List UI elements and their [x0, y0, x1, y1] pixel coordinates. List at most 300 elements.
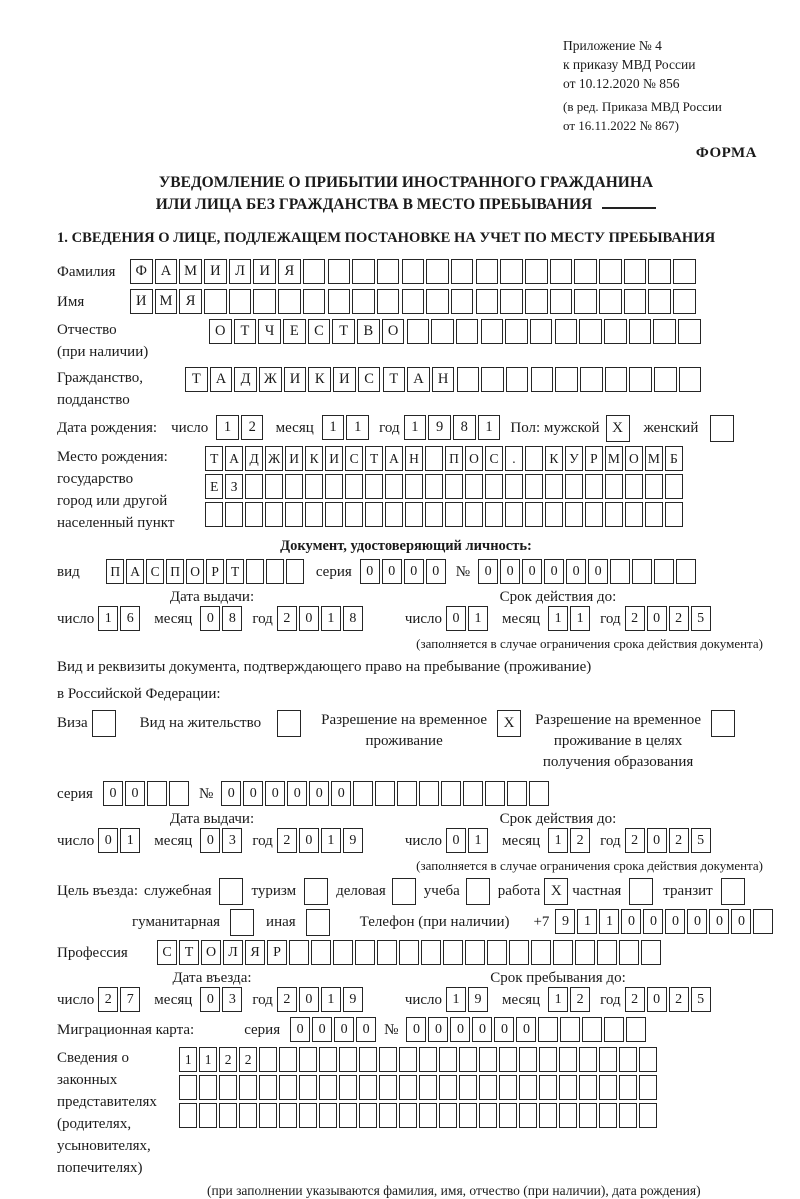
form-cell[interactable] [604, 1017, 624, 1042]
form-cell[interactable] [479, 1103, 497, 1128]
form-cell[interactable] [147, 781, 167, 806]
form-cell[interactable] [299, 1103, 317, 1128]
form-cell[interactable] [499, 1103, 517, 1128]
form-cell[interactable] [629, 367, 652, 392]
form-cell[interactable]: О [382, 319, 405, 344]
form-cell[interactable] [405, 474, 423, 499]
form-cell[interactable] [377, 940, 397, 965]
form-cell[interactable]: . [505, 446, 523, 471]
form-cell[interactable] [419, 781, 439, 806]
form-cell[interactable] [545, 502, 563, 527]
form-cell[interactable] [325, 502, 343, 527]
form-cell[interactable] [531, 367, 554, 392]
form-cell[interactable] [345, 474, 363, 499]
form-cell[interactable]: 2 [277, 987, 297, 1012]
form-cell[interactable] [599, 259, 622, 284]
form-cell[interactable] [632, 559, 652, 584]
form-cell[interactable] [426, 259, 449, 284]
form-cell[interactable] [565, 474, 583, 499]
form-cell[interactable]: 0 [243, 781, 263, 806]
form-cell[interactable]: С [146, 559, 164, 584]
form-cell[interactable] [325, 474, 343, 499]
form-cell[interactable] [639, 1075, 657, 1100]
form-cell[interactable]: О [186, 559, 204, 584]
form-cell[interactable] [559, 1075, 577, 1100]
form-cell[interactable] [525, 446, 543, 471]
form-cell[interactable] [678, 319, 701, 344]
form-cell[interactable]: 1 [199, 1047, 217, 1072]
form-cell[interactable] [499, 1047, 517, 1072]
form-cell[interactable]: 0 [544, 559, 564, 584]
form-cell[interactable] [365, 502, 383, 527]
form-cell[interactable] [555, 319, 578, 344]
form-cell[interactable] [405, 502, 423, 527]
form-cell[interactable]: 1 [321, 606, 341, 631]
form-cell[interactable]: 1 [548, 828, 568, 853]
form-cell[interactable]: 0 [566, 559, 586, 584]
form-cell[interactable] [352, 289, 375, 314]
form-cell[interactable] [710, 415, 734, 442]
form-cell[interactable] [619, 1075, 637, 1100]
form-cell[interactable]: С [358, 367, 381, 392]
form-cell[interactable]: 2 [219, 1047, 237, 1072]
form-cell[interactable]: И [130, 289, 153, 314]
form-cell[interactable] [419, 1103, 437, 1128]
form-cell[interactable]: П [106, 559, 124, 584]
form-cell[interactable]: Т [205, 446, 223, 471]
form-cell[interactable] [459, 1103, 477, 1128]
form-cell[interactable] [169, 781, 189, 806]
form-cell[interactable]: 0 [200, 987, 220, 1012]
form-cell[interactable] [456, 319, 479, 344]
form-cell[interactable] [445, 474, 463, 499]
form-cell[interactable] [355, 940, 375, 965]
form-cell[interactable] [579, 1103, 597, 1128]
form-cell[interactable] [625, 474, 643, 499]
form-cell[interactable] [339, 1103, 357, 1128]
form-cell[interactable] [219, 1075, 237, 1100]
form-cell[interactable] [385, 474, 403, 499]
form-cell[interactable] [421, 940, 441, 965]
form-cell[interactable]: 0 [588, 559, 608, 584]
form-cell[interactable]: С [308, 319, 331, 344]
form-cell[interactable] [550, 259, 573, 284]
form-cell[interactable]: 0 [299, 987, 319, 1012]
form-cell[interactable]: Д [245, 446, 263, 471]
form-cell[interactable]: 0 [494, 1017, 514, 1042]
form-cell[interactable] [92, 710, 116, 737]
form-cell[interactable] [599, 1075, 617, 1100]
form-cell[interactable] [319, 1047, 337, 1072]
form-cell[interactable] [519, 1103, 537, 1128]
form-cell[interactable]: А [225, 446, 243, 471]
form-cell[interactable] [239, 1103, 257, 1128]
form-cell[interactable]: 1 [599, 909, 619, 934]
form-cell[interactable]: 0 [334, 1017, 354, 1042]
form-cell[interactable] [385, 502, 403, 527]
form-cell[interactable] [179, 1075, 197, 1100]
form-cell[interactable]: 2 [669, 606, 689, 631]
form-cell[interactable]: X [606, 415, 630, 442]
form-cell[interactable] [506, 367, 529, 392]
form-cell[interactable] [499, 1075, 517, 1100]
form-cell[interactable]: А [407, 367, 430, 392]
form-cell[interactable] [626, 1017, 646, 1042]
form-cell[interactable]: И [285, 446, 303, 471]
form-cell[interactable] [379, 1047, 397, 1072]
form-cell[interactable]: У [565, 446, 583, 471]
form-cell[interactable] [654, 559, 674, 584]
form-cell[interactable] [559, 1047, 577, 1072]
form-cell[interactable]: 0 [221, 781, 241, 806]
form-cell[interactable] [279, 1047, 297, 1072]
form-cell[interactable]: 1 [548, 987, 568, 1012]
form-cell[interactable] [641, 940, 661, 965]
form-cell[interactable] [278, 289, 301, 314]
form-cell[interactable] [550, 289, 573, 314]
form-cell[interactable] [711, 710, 735, 737]
form-cell[interactable]: А [210, 367, 233, 392]
form-cell[interactable] [553, 940, 573, 965]
form-cell[interactable]: 0 [709, 909, 729, 934]
form-cell[interactable] [319, 1103, 337, 1128]
form-cell[interactable] [599, 1103, 617, 1128]
form-cell[interactable]: С [157, 940, 177, 965]
form-cell[interactable]: 0 [428, 1017, 448, 1042]
form-cell[interactable] [265, 474, 283, 499]
form-cell[interactable]: Т [332, 319, 355, 344]
form-cell[interactable]: 9 [343, 828, 363, 853]
form-cell[interactable]: К [308, 367, 331, 392]
form-cell[interactable] [619, 1047, 637, 1072]
form-cell[interactable] [277, 710, 301, 737]
form-cell[interactable]: М [155, 289, 178, 314]
form-cell[interactable] [407, 319, 430, 344]
form-cell[interactable]: 1 [577, 909, 597, 934]
form-cell[interactable] [597, 940, 617, 965]
form-cell[interactable] [529, 781, 549, 806]
form-cell[interactable]: 0 [665, 909, 685, 934]
form-cell[interactable]: Н [405, 446, 423, 471]
form-cell[interactable] [266, 559, 284, 584]
form-cell[interactable] [539, 1047, 557, 1072]
form-cell[interactable] [481, 367, 504, 392]
form-cell[interactable]: О [465, 446, 483, 471]
form-cell[interactable] [205, 502, 223, 527]
form-cell[interactable]: 1 [179, 1047, 197, 1072]
form-cell[interactable] [375, 781, 395, 806]
form-cell[interactable]: 2 [669, 828, 689, 853]
form-cell[interactable]: 1 [570, 606, 590, 631]
form-cell[interactable] [219, 1103, 237, 1128]
form-cell[interactable]: 0 [406, 1017, 426, 1042]
form-cell[interactable] [359, 1047, 377, 1072]
form-cell[interactable]: О [201, 940, 221, 965]
form-cell[interactable] [599, 289, 622, 314]
form-cell[interactable] [487, 940, 507, 965]
form-cell[interactable]: П [166, 559, 184, 584]
form-cell[interactable]: 1 [468, 606, 488, 631]
form-cell[interactable] [463, 781, 483, 806]
form-cell[interactable] [305, 502, 323, 527]
form-cell[interactable]: Л [223, 940, 243, 965]
form-cell[interactable]: 0 [647, 606, 667, 631]
form-cell[interactable] [575, 940, 595, 965]
form-cell[interactable]: Б [665, 446, 683, 471]
form-cell[interactable]: 0 [446, 828, 466, 853]
form-cell[interactable] [379, 1075, 397, 1100]
form-cell[interactable] [459, 1075, 477, 1100]
form-cell[interactable] [585, 502, 603, 527]
form-cell[interactable] [259, 1075, 277, 1100]
form-cell[interactable] [580, 367, 603, 392]
form-cell[interactable]: 2 [625, 606, 645, 631]
form-cell[interactable]: С [345, 446, 363, 471]
form-cell[interactable]: Ф [130, 259, 153, 284]
form-cell[interactable]: 2 [570, 987, 590, 1012]
form-cell[interactable] [253, 289, 276, 314]
form-cell[interactable] [339, 1075, 357, 1100]
form-cell[interactable]: В [357, 319, 380, 344]
form-cell[interactable]: Т [383, 367, 406, 392]
form-cell[interactable] [653, 319, 676, 344]
form-cell[interactable]: 2 [241, 415, 264, 440]
form-cell[interactable] [519, 1047, 537, 1072]
form-cell[interactable]: 0 [290, 1017, 310, 1042]
form-cell[interactable]: 0 [687, 909, 707, 934]
form-cell[interactable]: И [204, 259, 227, 284]
form-cell[interactable] [545, 474, 563, 499]
form-cell[interactable] [445, 502, 463, 527]
form-cell[interactable]: И [325, 446, 343, 471]
form-cell[interactable]: 1 [478, 415, 501, 440]
form-cell[interactable] [425, 502, 443, 527]
form-cell[interactable] [505, 474, 523, 499]
form-cell[interactable]: 7 [120, 987, 140, 1012]
form-cell[interactable] [519, 1075, 537, 1100]
form-cell[interactable] [582, 1017, 602, 1042]
form-cell[interactable] [219, 878, 243, 905]
form-cell[interactable] [399, 1047, 417, 1072]
form-cell[interactable] [439, 1047, 457, 1072]
form-cell[interactable] [645, 474, 663, 499]
form-cell[interactable] [629, 319, 652, 344]
form-cell[interactable] [538, 1017, 558, 1042]
form-cell[interactable] [579, 1047, 597, 1072]
form-cell[interactable] [286, 559, 304, 584]
form-cell[interactable] [285, 502, 303, 527]
form-cell[interactable]: 8 [343, 606, 363, 631]
form-cell[interactable]: 0 [98, 828, 118, 853]
form-cell[interactable]: Е [283, 319, 306, 344]
form-cell[interactable]: 1 [346, 415, 369, 440]
form-cell[interactable] [279, 1075, 297, 1100]
form-cell[interactable] [721, 878, 745, 905]
form-cell[interactable]: С [485, 446, 503, 471]
form-cell[interactable]: X [497, 710, 521, 737]
form-cell[interactable] [399, 1075, 417, 1100]
form-cell[interactable] [673, 259, 696, 284]
form-cell[interactable] [259, 1047, 277, 1072]
form-cell[interactable] [673, 289, 696, 314]
form-cell[interactable]: 1 [321, 987, 341, 1012]
form-cell[interactable]: М [645, 446, 663, 471]
form-cell[interactable]: Т [234, 319, 257, 344]
form-cell[interactable]: 1 [548, 606, 568, 631]
form-cell[interactable]: 0 [103, 781, 123, 806]
form-cell[interactable]: З [225, 474, 243, 499]
form-cell[interactable]: И [284, 367, 307, 392]
form-cell[interactable] [479, 1075, 497, 1100]
form-cell[interactable] [466, 878, 490, 905]
form-cell[interactable]: 0 [647, 987, 667, 1012]
form-cell[interactable] [439, 1075, 457, 1100]
form-cell[interactable] [481, 319, 504, 344]
form-cell[interactable]: 0 [643, 909, 663, 934]
form-cell[interactable] [328, 259, 351, 284]
form-cell[interactable]: 1 [120, 828, 140, 853]
form-cell[interactable] [648, 259, 671, 284]
form-cell[interactable] [439, 1103, 457, 1128]
form-cell[interactable] [624, 289, 647, 314]
form-cell[interactable]: 1 [446, 987, 466, 1012]
form-cell[interactable] [379, 1103, 397, 1128]
form-cell[interactable]: О [625, 446, 643, 471]
form-cell[interactable]: И [333, 367, 356, 392]
form-cell[interactable] [654, 367, 677, 392]
form-cell[interactable]: 0 [426, 559, 446, 584]
form-cell[interactable]: 0 [200, 606, 220, 631]
form-cell[interactable] [555, 367, 578, 392]
form-cell[interactable]: Т [365, 446, 383, 471]
form-cell[interactable] [465, 940, 485, 965]
form-cell[interactable]: 9 [428, 415, 451, 440]
form-cell[interactable]: 0 [331, 781, 351, 806]
form-cell[interactable] [451, 289, 474, 314]
form-cell[interactable]: 0 [382, 559, 402, 584]
form-cell[interactable]: 2 [570, 828, 590, 853]
form-cell[interactable] [441, 781, 461, 806]
form-cell[interactable] [539, 1103, 557, 1128]
form-cell[interactable] [305, 474, 323, 499]
form-cell[interactable]: 0 [200, 828, 220, 853]
form-cell[interactable] [419, 1075, 437, 1100]
form-cell[interactable] [500, 289, 523, 314]
form-cell[interactable] [279, 1103, 297, 1128]
form-cell[interactable]: 0 [309, 781, 329, 806]
form-cell[interactable] [530, 319, 553, 344]
form-cell[interactable] [199, 1103, 217, 1128]
form-cell[interactable] [285, 474, 303, 499]
form-cell[interactable]: 6 [120, 606, 140, 631]
form-cell[interactable] [299, 1075, 317, 1100]
form-cell[interactable] [359, 1103, 377, 1128]
form-cell[interactable]: 1 [98, 606, 118, 631]
form-cell[interactable]: 0 [478, 559, 498, 584]
form-cell[interactable]: 0 [450, 1017, 470, 1042]
form-cell[interactable] [426, 289, 449, 314]
form-cell[interactable] [605, 474, 623, 499]
form-cell[interactable] [531, 940, 551, 965]
form-cell[interactable]: 0 [446, 606, 466, 631]
form-cell[interactable] [753, 909, 773, 934]
form-cell[interactable] [419, 1047, 437, 1072]
form-cell[interactable] [525, 474, 543, 499]
form-cell[interactable]: Р [585, 446, 603, 471]
form-cell[interactable] [425, 474, 443, 499]
form-cell[interactable] [225, 502, 243, 527]
form-cell[interactable]: Ж [259, 367, 282, 392]
form-cell[interactable] [665, 502, 683, 527]
form-cell[interactable] [624, 259, 647, 284]
form-cell[interactable] [479, 1047, 497, 1072]
form-cell[interactable] [289, 940, 309, 965]
form-cell[interactable] [505, 319, 528, 344]
form-cell[interactable]: М [179, 259, 202, 284]
form-cell[interactable] [560, 1017, 580, 1042]
form-cell[interactable] [500, 259, 523, 284]
form-cell[interactable] [610, 559, 630, 584]
form-cell[interactable]: 3 [222, 828, 242, 853]
form-cell[interactable] [333, 940, 353, 965]
form-cell[interactable] [402, 289, 425, 314]
form-cell[interactable] [619, 1103, 637, 1128]
form-cell[interactable]: О [209, 319, 232, 344]
form-cell[interactable]: Т [226, 559, 244, 584]
form-cell[interactable] [245, 474, 263, 499]
form-cell[interactable] [625, 502, 643, 527]
form-cell[interactable] [525, 259, 548, 284]
form-cell[interactable]: Е [205, 474, 223, 499]
form-cell[interactable]: 0 [299, 828, 319, 853]
form-cell[interactable] [303, 259, 326, 284]
form-cell[interactable]: Т [185, 367, 208, 392]
form-cell[interactable] [525, 289, 548, 314]
form-cell[interactable]: 0 [312, 1017, 332, 1042]
form-cell[interactable] [246, 559, 264, 584]
form-cell[interactable] [485, 781, 505, 806]
form-cell[interactable]: А [155, 259, 178, 284]
form-cell[interactable]: 9 [343, 987, 363, 1012]
form-cell[interactable] [465, 502, 483, 527]
form-cell[interactable] [431, 319, 454, 344]
form-cell[interactable] [352, 259, 375, 284]
form-cell[interactable] [392, 878, 416, 905]
form-cell[interactable] [619, 940, 639, 965]
form-cell[interactable]: 2 [625, 828, 645, 853]
form-cell[interactable]: 2 [277, 828, 297, 853]
form-cell[interactable] [230, 909, 254, 936]
form-cell[interactable]: Ж [265, 446, 283, 471]
form-cell[interactable] [565, 502, 583, 527]
form-cell[interactable] [585, 474, 603, 499]
form-cell[interactable] [402, 259, 425, 284]
form-cell[interactable] [476, 259, 499, 284]
form-cell[interactable] [397, 781, 417, 806]
form-cell[interactable]: Я [278, 259, 301, 284]
form-cell[interactable]: 0 [516, 1017, 536, 1042]
form-cell[interactable]: 8 [453, 415, 476, 440]
form-cell[interactable] [465, 474, 483, 499]
form-cell[interactable] [377, 259, 400, 284]
form-cell[interactable] [304, 878, 328, 905]
form-cell[interactable] [505, 502, 523, 527]
form-cell[interactable] [443, 940, 463, 965]
form-cell[interactable]: 1 [322, 415, 345, 440]
form-cell[interactable]: Д [234, 367, 257, 392]
form-cell[interactable]: X [544, 878, 568, 905]
form-cell[interactable] [299, 1047, 317, 1072]
